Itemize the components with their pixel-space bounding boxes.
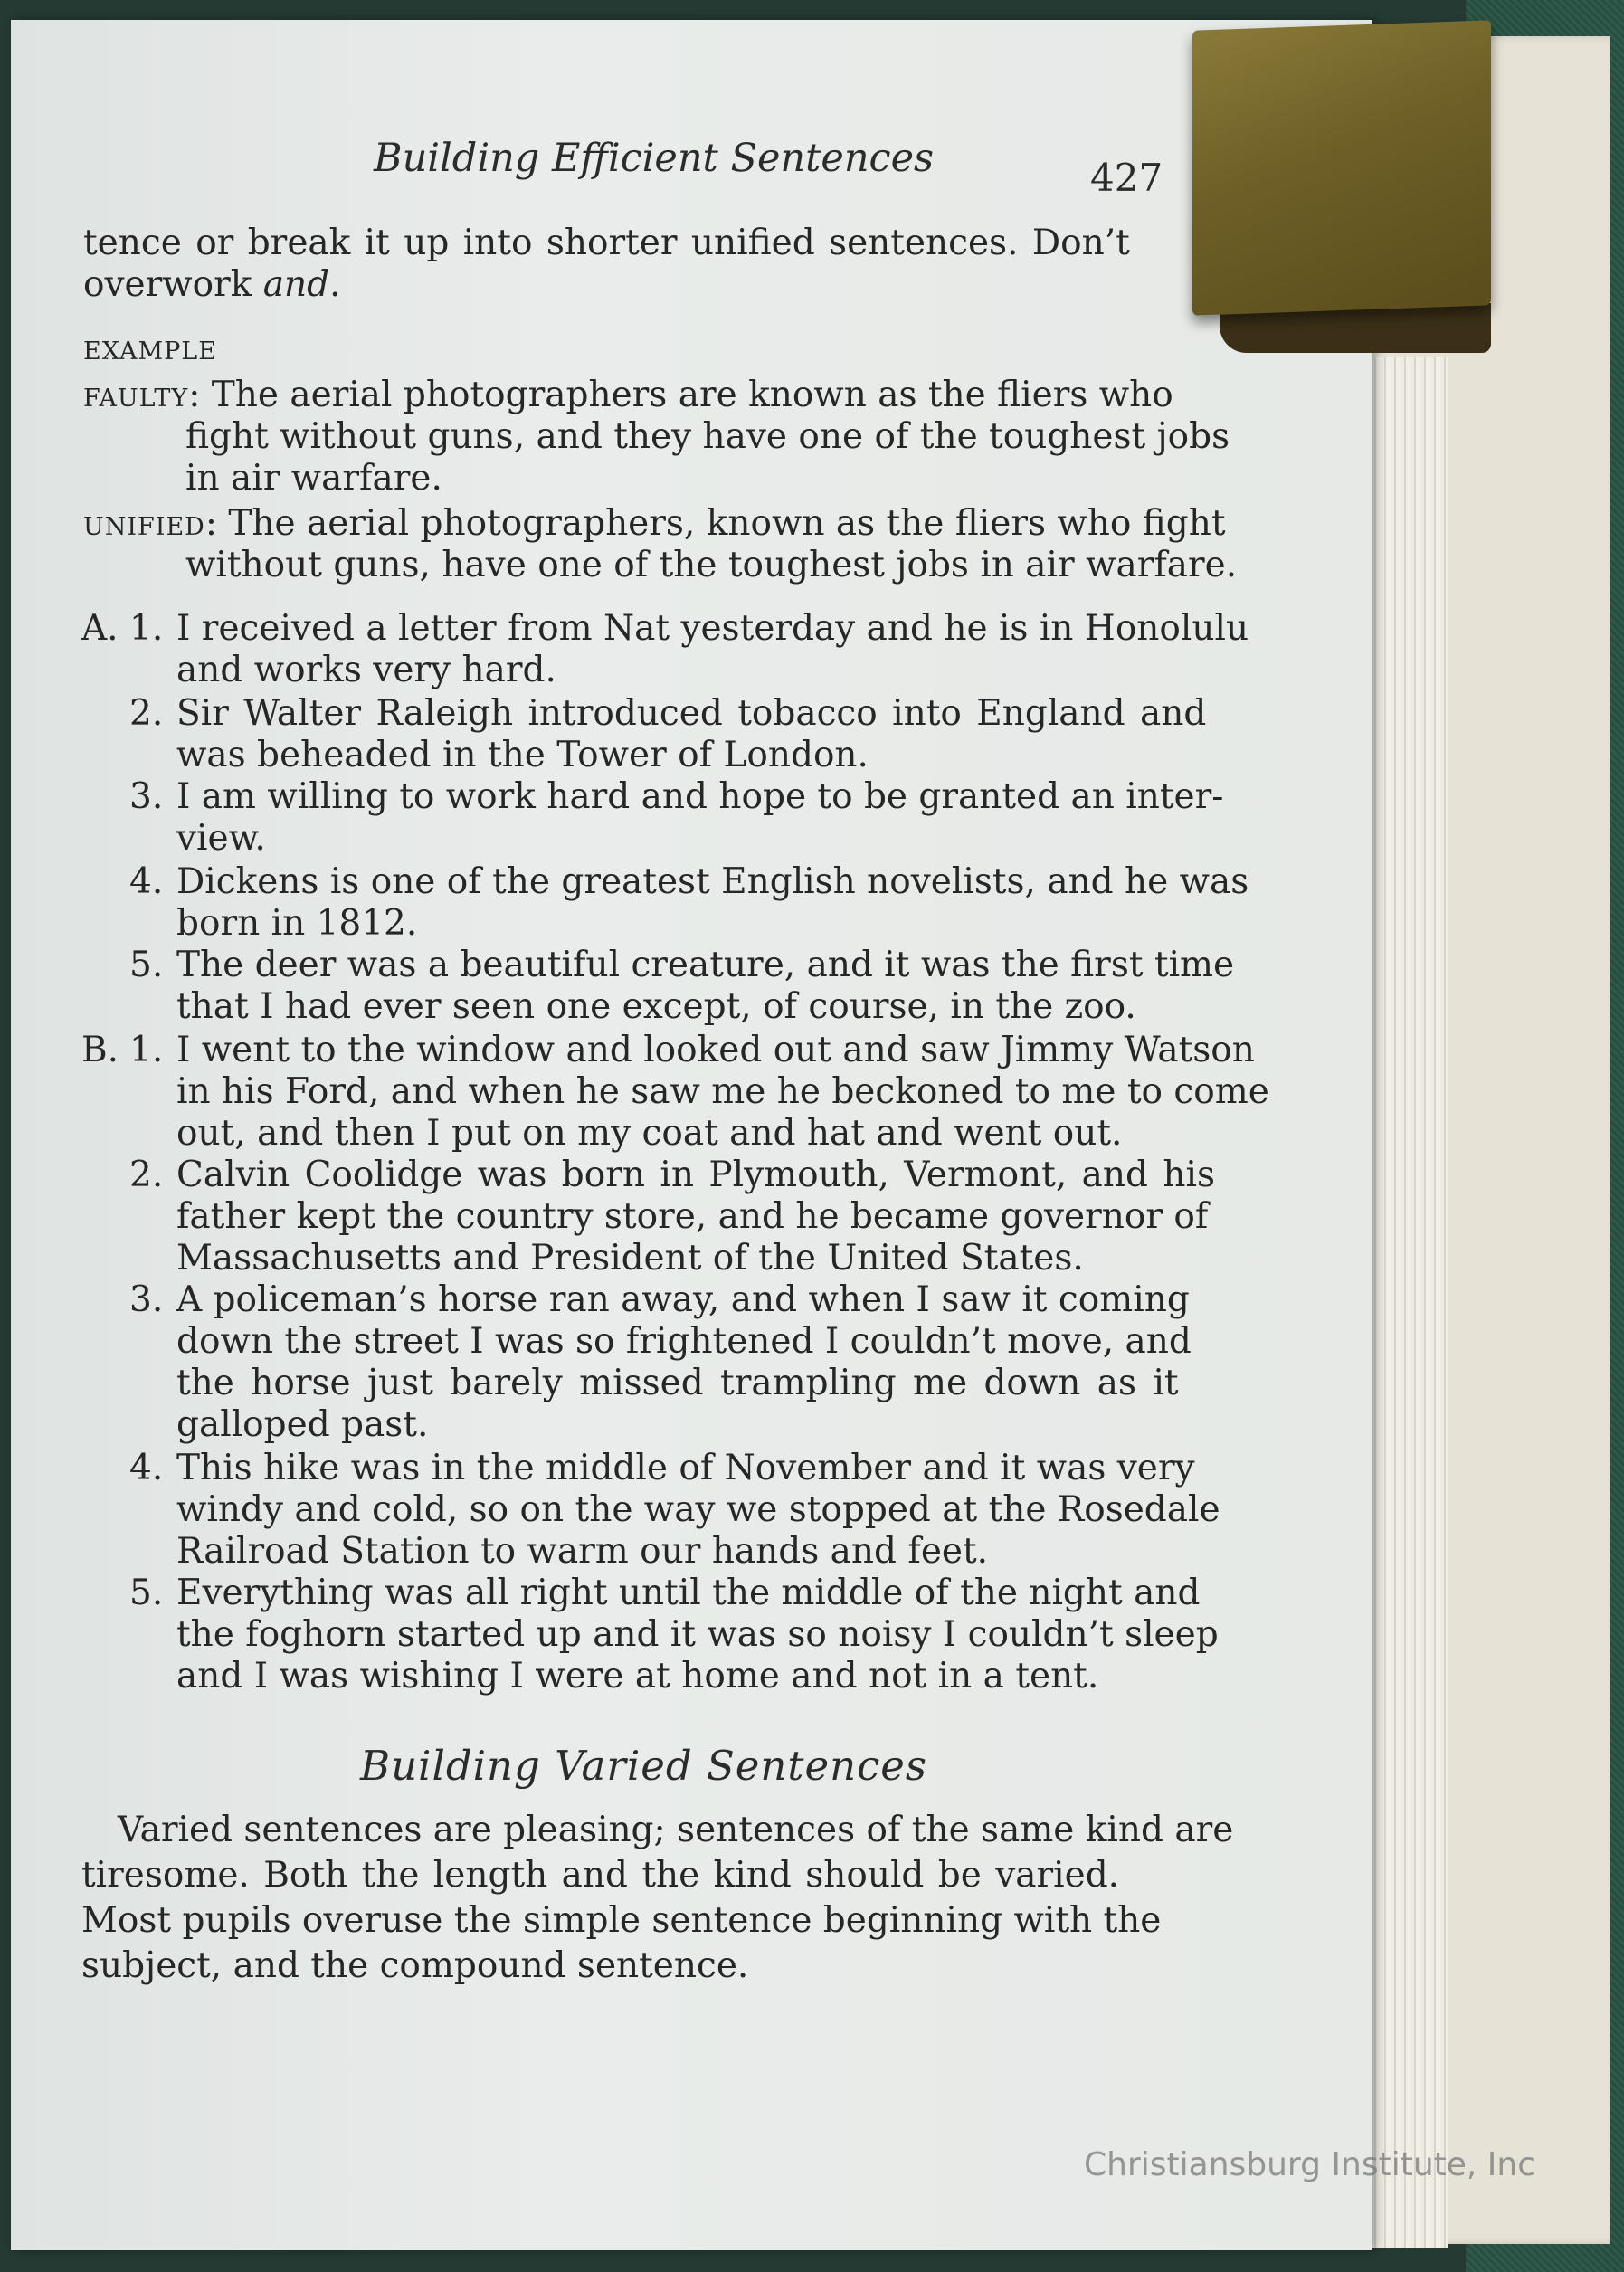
a2-number: 2. — [129, 693, 164, 734]
intro-line-1: tence or break it up into shorter unified sentences. Don’t — [83, 223, 1130, 263]
b5-number: 5. — [129, 1573, 164, 1613]
b5-line-3: and I was wishing I were at home and not in a tent. — [176, 1656, 1099, 1697]
a5-line-2: that I had ever seen one except, of course, in the zoo. — [176, 986, 1136, 1027]
unified-line-2: without guns, have one of the toughest jobs in air warfare. — [185, 545, 1238, 585]
watermark: Christiansburg Institute, Inc — [1084, 2146, 1536, 2183]
a3-number: 3. — [129, 776, 164, 817]
group-a-label: A. — [81, 608, 119, 649]
page-number: 427 — [1090, 156, 1163, 200]
example-heading: EXAMPLE — [83, 337, 217, 366]
a4-number: 4. — [129, 861, 164, 902]
a3-line-2: view. — [176, 818, 266, 859]
a4-line-1: Dickens is one of the greatest English novelists, and he was — [176, 861, 1249, 902]
b5-line-2: the foghorn started up and it was so noisy I couldn’t sleep — [176, 1614, 1219, 1655]
unified-line-1 — [83, 503, 1226, 548]
b3-line-2: down the street I was so frightened I couldn’t move, and — [176, 1321, 1192, 1362]
a4-line-2: born in 1812. — [176, 903, 418, 944]
a1-number: 1. — [129, 608, 164, 649]
intro-line-2 — [83, 264, 341, 306]
intro-emphasis: and — [262, 264, 330, 305]
b2-line-1: Calvin Coolidge was born in Plymouth, Vermont, and his — [176, 1155, 1215, 1195]
faulty-text-1: : The aerial photographers are known as the fliers who — [188, 375, 1173, 415]
b2-number: 2. — [129, 1155, 164, 1195]
intro-line-2-prefix: overwork — [83, 264, 263, 305]
b2-line-3: Massachusetts and President of the United States. — [176, 1238, 1084, 1279]
b1-line-1: I went to the window and looked out and saw Jimmy Watson — [176, 1030, 1255, 1070]
section-line-4: subject, and the compound sentence. — [81, 1945, 749, 1986]
section-title: Building Varied Sentences — [360, 1742, 928, 1790]
running-head: Building Efficient Sentences — [374, 136, 935, 181]
a2-line-2: was beheaded in the Tower of London. — [176, 735, 869, 775]
faulty-line-2: fight without guns, and they have one of the toughest jobs — [185, 416, 1230, 457]
section-line-3: Most pupils overuse the simple sentence beginning with the — [81, 1900, 1162, 1941]
b1-line-2: in his Ford, and when he saw me he beckoned to me to come — [176, 1071, 1269, 1112]
faulty-label: FAULTY — [83, 385, 189, 413]
b2-line-2: father kept the country store, and he became governor of — [176, 1196, 1209, 1237]
intro-line-2-suffix: . — [329, 264, 341, 305]
faulty-line-1 — [83, 375, 1173, 420]
a1-line-2: and works very hard. — [176, 650, 556, 690]
b4-line-3: Railroad Station to warm our hands and feet. — [176, 1531, 989, 1572]
section-line-1: Varied sentences are pleasing; sentences of the same kind are — [118, 1810, 1234, 1850]
a5-number: 5. — [129, 945, 164, 985]
b3-line-4: galloped past. — [176, 1404, 429, 1445]
section-line-2: tiresome. Both the length and the kind should be varied. — [81, 1855, 1120, 1896]
b3-line-1: A policeman’s horse ran away, and when I saw it coming — [176, 1279, 1190, 1320]
b1-line-3: out, and then I put on my coat and hat and went out. — [176, 1113, 1123, 1154]
group-b-label: B. — [81, 1030, 119, 1070]
b4-line-2: windy and cold, so on the way we stopped at the Rosedale — [176, 1489, 1220, 1530]
b3-line-3: the horse just barely missed trampling me down as it — [176, 1363, 1179, 1403]
b4-line-1: This hike was in the middle of November and it was very — [176, 1448, 1195, 1488]
unified-text-1: : The aerial photographers, known as the fliers who fight — [204, 503, 1226, 544]
a3-line-1: I am willing to work hard and hope to be granted an inter- — [176, 776, 1224, 817]
a1-line-1: I received a letter from Nat yesterday and he is in Honolulu — [176, 608, 1249, 649]
a2-line-1: Sir Walter Raleigh introduced tobacco into England and — [176, 693, 1207, 734]
a5-line-1: The deer was a beautiful creature, and it was the first time — [176, 945, 1235, 985]
b5-line-1: Everything was all right until the middle of the night and — [176, 1573, 1201, 1613]
clip-body — [1192, 20, 1491, 316]
faulty-line-3: in air warfare. — [185, 458, 442, 499]
b1-number: 1. — [129, 1030, 164, 1070]
b3-number: 3. — [129, 1279, 164, 1320]
unified-label: UNIFIED — [83, 513, 205, 541]
b4-number: 4. — [129, 1448, 164, 1488]
brass-page-clip — [1192, 9, 1496, 357]
